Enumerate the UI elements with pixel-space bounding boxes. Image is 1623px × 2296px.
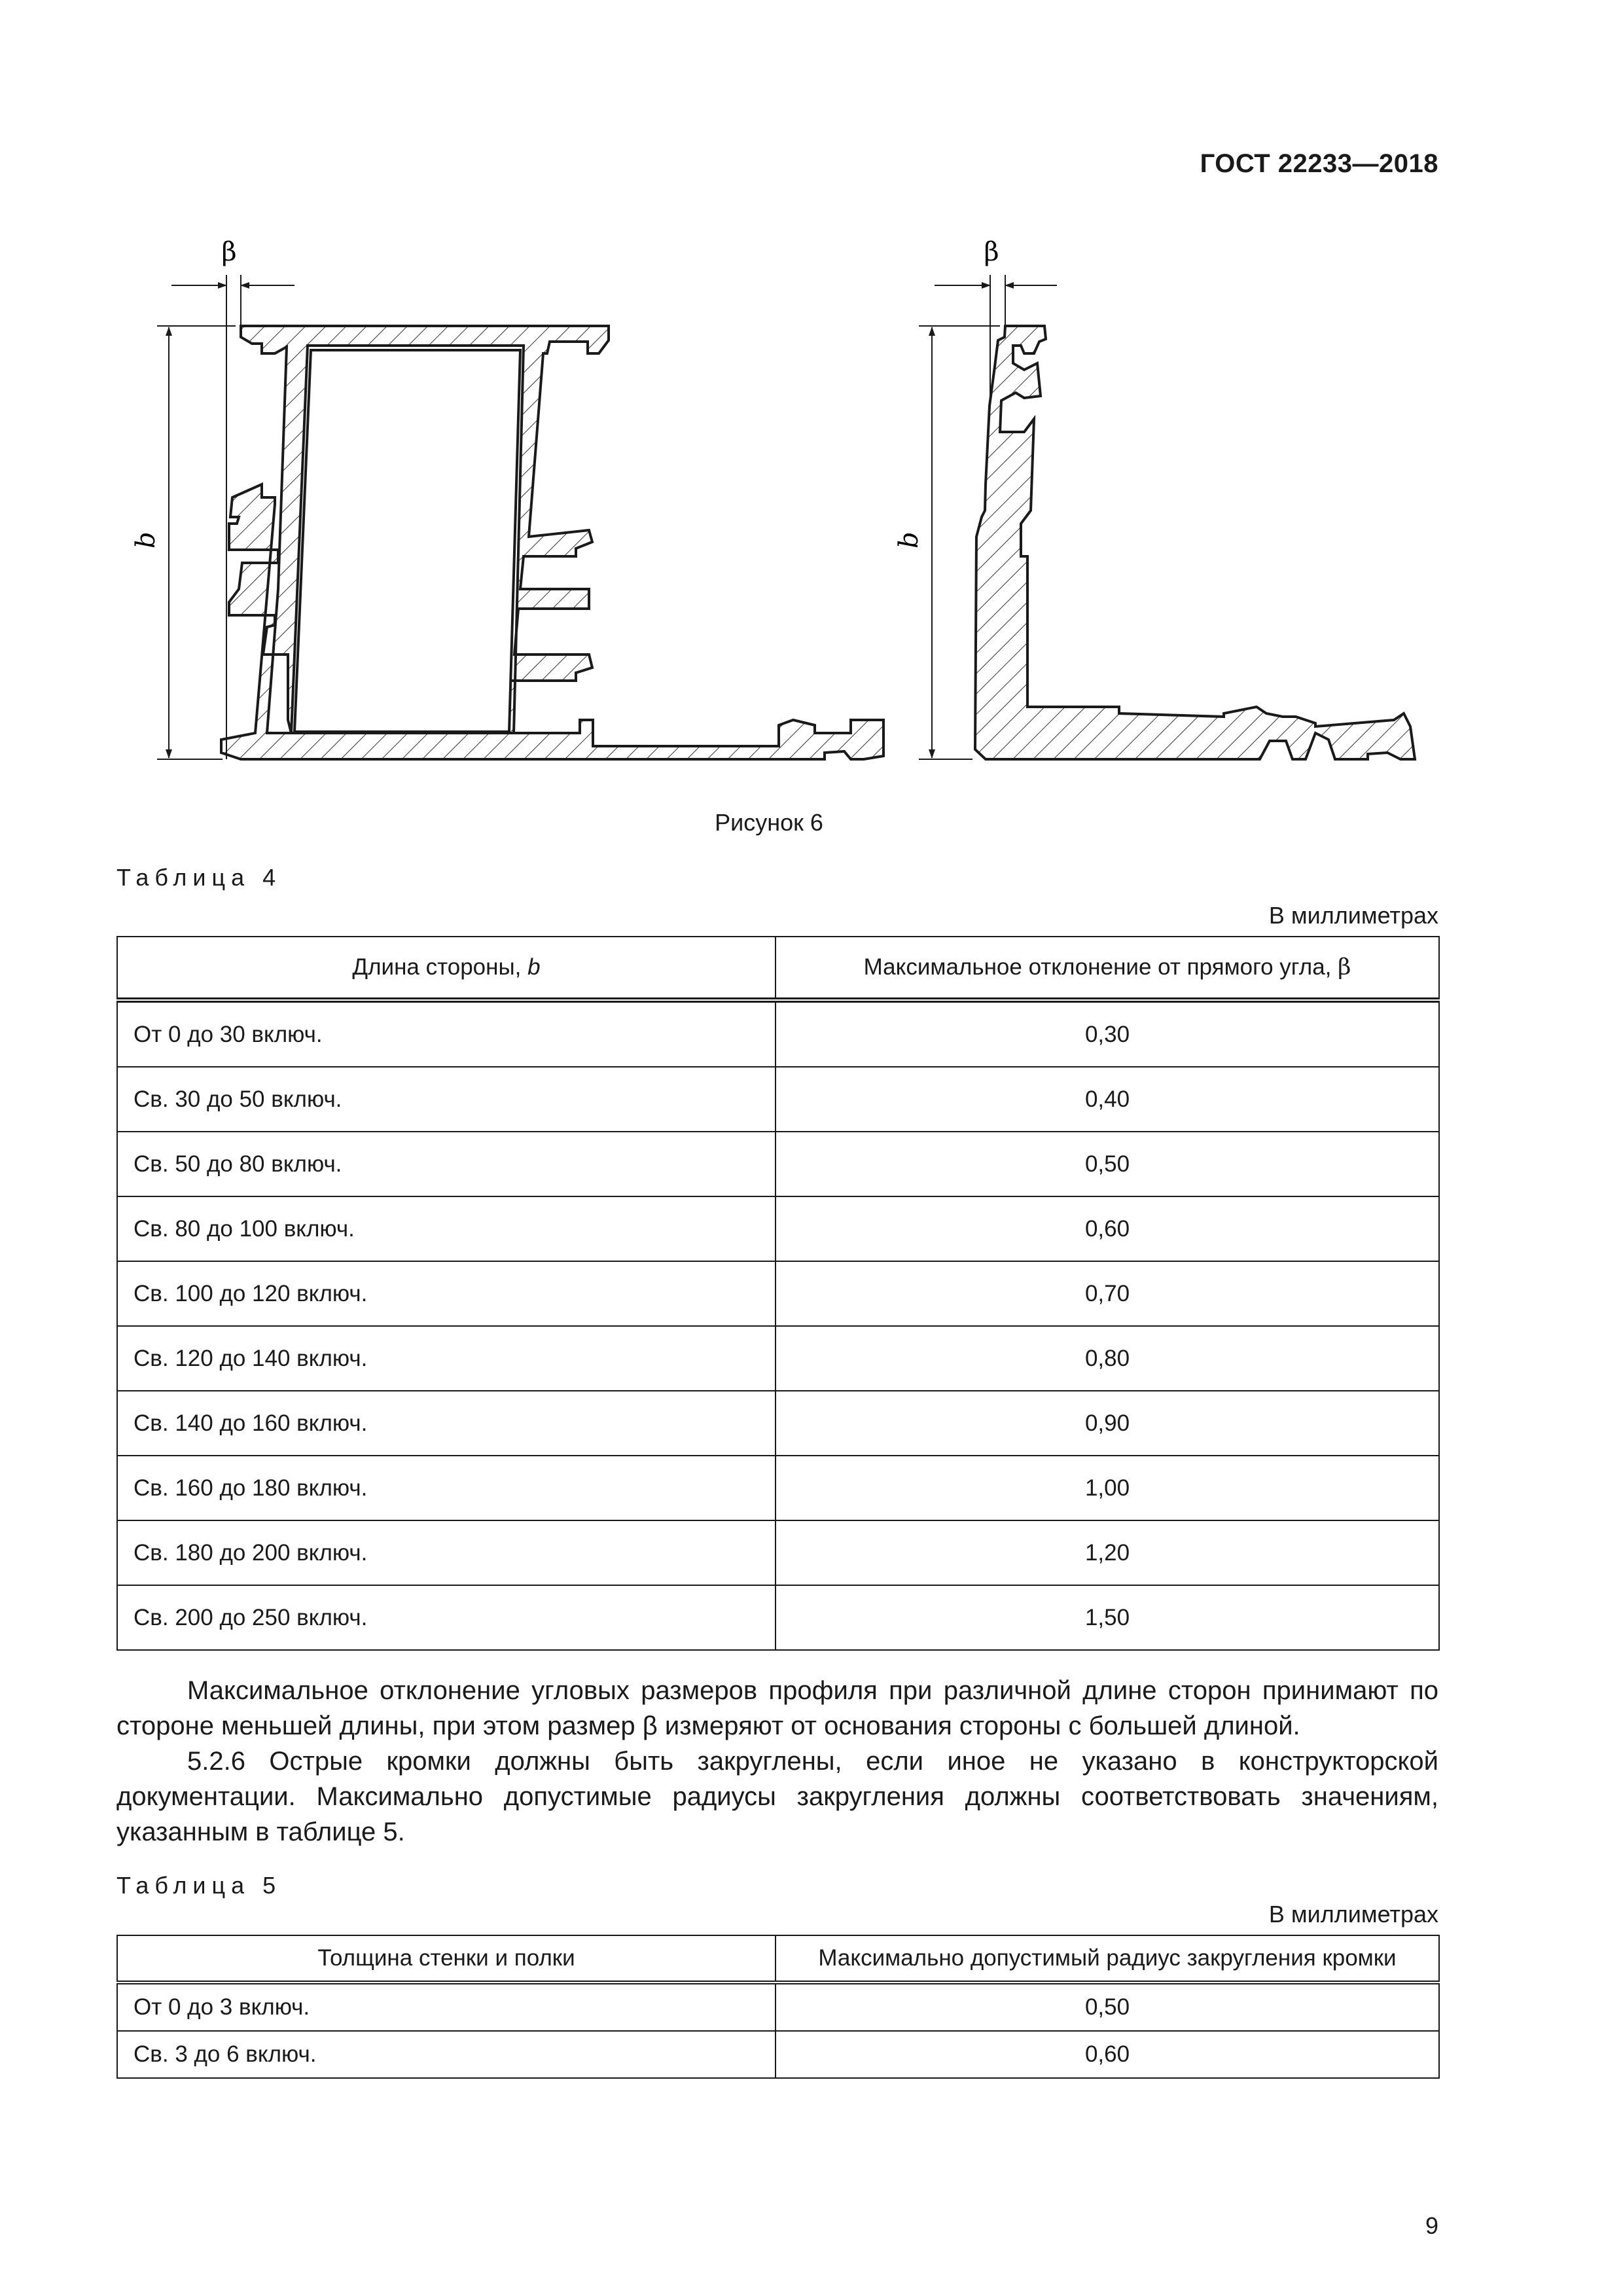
figure-6-profiles xyxy=(0,223,1623,798)
table-row xyxy=(117,1520,1439,1585)
paragraph-2: 5.2.6 Острые кромки должны быть закруглены, если иное не указано в конструкторской документации. Максимально допустимые радиусы закругления должны соответствовать значениям, указанным в таблице 5. xyxy=(116,1747,1438,1846)
row-value: 0,50 xyxy=(776,1982,1439,2031)
table-row xyxy=(117,1982,1439,2031)
row-range: Св. 100 до 120 включ. xyxy=(117,1261,776,1326)
table-row xyxy=(117,1261,1439,1326)
row-value: 0,60 xyxy=(776,2031,1439,2078)
row-value: 1,00 xyxy=(776,1456,1439,1520)
row-range: Св. 120 до 140 включ. xyxy=(117,1326,776,1391)
right-b-label: b xyxy=(894,531,924,548)
table4-caption: Таблица 4 xyxy=(116,864,282,891)
row-range: Св. 30 до 50 включ. xyxy=(117,1067,776,1132)
left-profile-drawing xyxy=(131,237,883,759)
page-number: 9 xyxy=(1425,2212,1438,2239)
table4-header-row xyxy=(117,937,1439,1000)
row-range: От 0 до 30 включ. xyxy=(117,1000,776,1067)
table5 xyxy=(116,1935,1440,2079)
row-range: Св. 180 до 200 включ. xyxy=(117,1520,776,1585)
row-value: 0,70 xyxy=(776,1261,1439,1326)
right-profile-section xyxy=(975,326,1415,759)
right-beta-label: β xyxy=(984,237,999,267)
table-row xyxy=(117,1196,1439,1261)
row-value: 0,60 xyxy=(776,1196,1439,1261)
row-value: 0,40 xyxy=(776,1067,1439,1132)
row-range: Св. 140 до 160 включ. xyxy=(117,1391,776,1456)
row-range: Св. 80 до 100 включ. xyxy=(117,1196,776,1261)
table4 xyxy=(116,936,1440,1651)
paragraph-1: Максимальное отклонение угловых размеров профиля при различной длине сторон принимают по стороне меньшей длины, при этом размер β измеряют от основания стороны с большей длиной. xyxy=(116,1676,1438,1740)
table5-col-radius: Максимально допустимый радиус закругления кромки xyxy=(776,1935,1439,1982)
table5-caption: Таблица 5 xyxy=(116,1872,282,1899)
table-row xyxy=(117,1391,1439,1456)
row-range: От 0 до 3 включ. xyxy=(117,1982,776,2031)
row-value: 1,50 xyxy=(776,1585,1439,1650)
figure-caption: Рисунок 6 xyxy=(715,809,823,836)
table-row xyxy=(117,1132,1439,1196)
left-profile-cavity xyxy=(294,350,520,732)
table-row xyxy=(117,1326,1439,1391)
row-value: 0,50 xyxy=(776,1132,1439,1196)
row-range: Св. 200 до 250 включ. xyxy=(117,1585,776,1650)
row-range: Св. 160 до 180 включ. xyxy=(117,1456,776,1520)
table-row xyxy=(117,1585,1439,1650)
row-value: 0,80 xyxy=(776,1326,1439,1391)
row-range: Св. 3 до 6 включ. xyxy=(117,2031,776,2078)
table-row xyxy=(117,1000,1439,1067)
document-code: ГОСТ 22233—2018 xyxy=(1200,149,1438,178)
right-profile-drawing xyxy=(894,237,1415,759)
row-value: 0,30 xyxy=(776,1000,1439,1067)
row-range: Св. 50 до 80 включ. xyxy=(117,1132,776,1196)
table4-col-deviation: Максимальное отклонение от прямого угла, β xyxy=(776,937,1439,1000)
table4-col-length: Длина стороны, b xyxy=(117,937,776,1000)
table4-units: В миллиметрах xyxy=(1268,902,1438,929)
table-row xyxy=(117,1067,1439,1132)
table-row xyxy=(117,1456,1439,1520)
table-row xyxy=(117,2031,1439,2078)
row-value: 1,20 xyxy=(776,1520,1439,1585)
left-beta-label: β xyxy=(221,237,237,267)
row-value: 0,90 xyxy=(776,1391,1439,1456)
table5-header-row xyxy=(117,1935,1439,1982)
table5-units: В миллиметрах xyxy=(1268,1901,1438,1928)
body-text xyxy=(116,1673,1438,1850)
left-b-label: b xyxy=(131,531,161,548)
table5-col-thickness: Толщина стенки и полки xyxy=(117,1935,776,1982)
